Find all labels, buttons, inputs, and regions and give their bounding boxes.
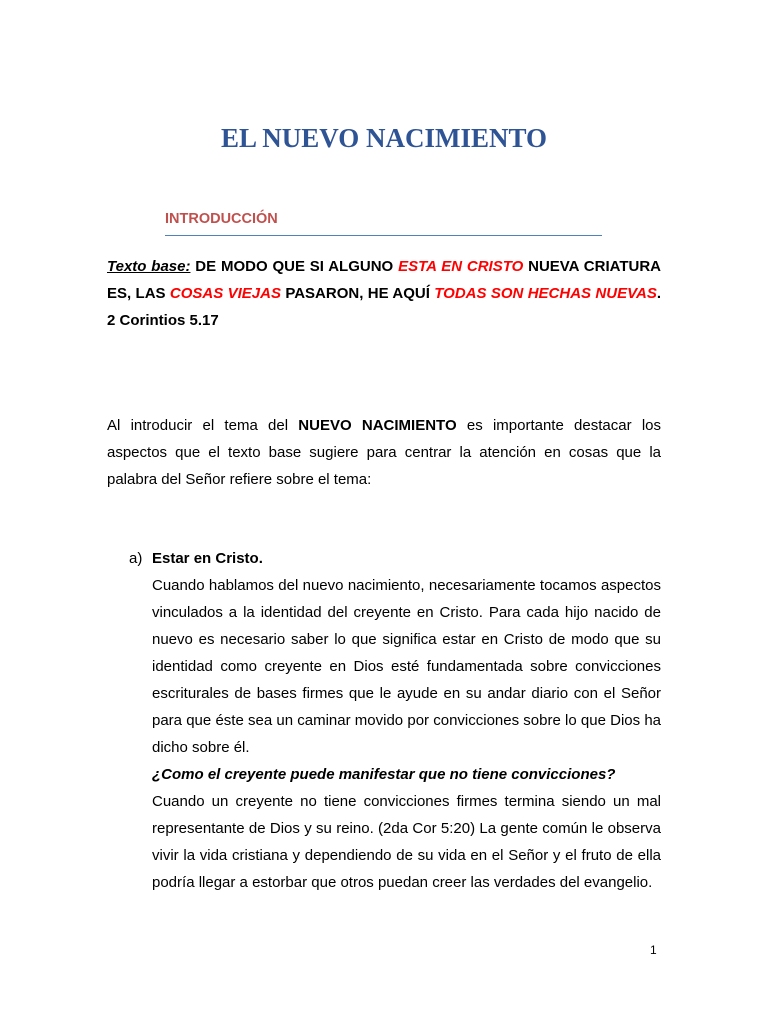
page-title: EL NUEVO NACIMIENTO (220, 123, 548, 153)
list-item-paragraph-1: Cuando hablamos del nuevo nacimiento, necesariamente tocamos aspectos vinculados a la identidad del creyente en Cristo. Para cada hijo nacido de nuevo es necesario saber lo que significa estar en Cristo de modo que su identidad como creyente en Dios esté fundamentada sobre convicciones escriturales de bases firmes que le ayude en su andar diario con el Señor para que éste sea un caminar movido por convicciones sobre lo que Dios ha dicho sobre él. (152, 577, 661, 756)
list-marker: a) (129, 550, 143, 567)
verse-label: Texto base: (107, 258, 191, 275)
verse-reference: . 2 Corintios 5.17 (107, 285, 661, 329)
verse-highlight-2: COSAS VIEJAS (169, 285, 281, 302)
heading-underline (165, 235, 602, 236)
base-verse (107, 253, 661, 334)
intro-paragraph (107, 412, 661, 493)
page-number: 1 (650, 943, 657, 957)
verse-text-3: PASARON, HE AQUÍ (280, 285, 435, 302)
verse-text-2: NUEVA CRIATURA ES, LAS (107, 258, 662, 302)
intro-text-after: es importante destacar los aspectos que el texto base sugiere para centrar la atención en cosas que la palabra del Señor refiere sobre el tema: (107, 417, 662, 488)
list-item-paragraph-2: Cuando un creyente no tiene convicciones firmes termina siendo un mal representante de Dios y su reino. (2da Cor 5:20) La gente común le observa vivir la vida cristiana y dependiendo de su vida en el Señor y el fruto de ella podría llegar a estorbar que otros puedan creer las verdades del evangelio. (152, 793, 661, 891)
intro-text-before: Al introducir el tema del (107, 417, 299, 434)
verse-text-1: DE MODO QUE SI ALGUNO (190, 258, 399, 275)
intro-text-bold: NUEVO NACIMIENTO (298, 417, 457, 434)
intro-heading: INTRODUCCIÓN (165, 211, 278, 227)
list-item-body (152, 545, 661, 896)
list-item-heading: Estar en Cristo. (152, 550, 263, 567)
list-item-question: ¿Como el creyente puede manifestar que no tiene convicciones? (152, 766, 616, 783)
verse-highlight-1: ESTA EN CRISTO (398, 258, 524, 275)
verse-highlight-3: TODAS SON HECHAS NUEVAS (434, 285, 657, 302)
